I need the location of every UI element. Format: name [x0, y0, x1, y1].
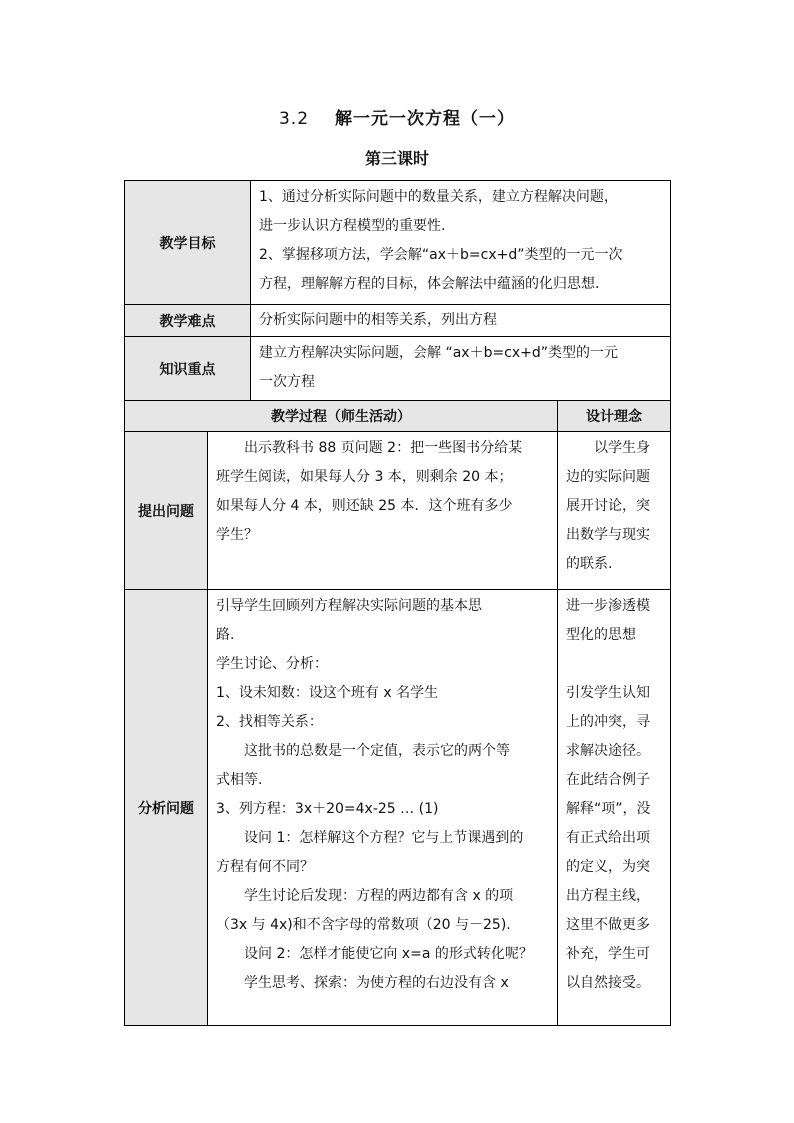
analyze-line: 学生讨论、分析：	[216, 656, 328, 672]
design-line: 在此结合例子	[566, 772, 650, 788]
raise-problem-line: 如果每人分 4 本，则还缺 25 本．这个班有多少	[216, 498, 513, 514]
design-line: 出方程主线，	[566, 888, 650, 904]
key-points-text	[250, 336, 671, 401]
objectives-line: 方程，理解解方程的目标，体会解法中蕴涵的化归思想.	[259, 276, 600, 292]
key-points-label: 知识重点	[124, 336, 251, 401]
process-header: 教学过程（师生活动）	[124, 400, 558, 432]
raise-problem-line: 班学生阅读，如果每人分 3 本，则剩余 20 本；	[216, 469, 513, 485]
objectives-text	[250, 180, 671, 305]
analyze-line: 方程有何不同？	[216, 859, 314, 875]
lesson-plan-table	[124, 180, 671, 1026]
raise-problem-design	[557, 431, 671, 590]
analyze-line: 设问 2：怎样才能使它向 x=a 的形式转化呢？	[244, 946, 533, 962]
section-number: 3.2	[278, 109, 310, 129]
analyze-line: 3、列方程：3x＋20=4x-25 … (1)	[216, 801, 439, 817]
analyze-problem-label: 分析问题	[124, 589, 208, 1026]
analyze-line: 学生讨论后发现：方程的两边都有含 x 的项	[244, 888, 514, 904]
design-header: 设计理念	[557, 400, 671, 432]
lesson-period: 第三课时	[364, 149, 429, 168]
design-line: 这里不做更多	[566, 917, 650, 933]
analyze-line: 设问 1：怎样解这个方程？它与上节课遇到的	[244, 830, 524, 846]
analyze-problem-text	[207, 589, 558, 1026]
design-line: 以学生身	[594, 440, 650, 456]
difficulty-label: 教学难点	[124, 304, 251, 337]
raise-problem-line: 学生？	[216, 527, 258, 543]
objectives-line: 进一步认识方程模型的重要性.	[259, 218, 446, 234]
key-points-line: 一次方程	[259, 374, 315, 390]
raise-problem-line: 出示教科书 88 页问题 2：把一些图书分给某	[244, 440, 523, 456]
analyze-line: 引导学生回顾列方程解决实际问题的基本思	[216, 598, 482, 614]
design-line: 的联系.	[566, 556, 613, 572]
design-line: 引发学生认知	[566, 685, 650, 701]
key-points-line: 建立方程解决实际问题，会解 “ax＋b=cx+d”类型的一元	[259, 345, 619, 361]
design-spacer	[566, 650, 666, 679]
analyze-line: 学生思考、探索：为使方程的右边没有含 x	[244, 975, 509, 991]
design-line: 型化的思想	[566, 627, 636, 643]
analyze-problem-design	[557, 589, 671, 1026]
page-title	[0, 104, 794, 129]
analyze-line: （3x 与 4x)和不含字母的常数项（20 与－25).	[216, 917, 511, 933]
design-line: 有正式给出项	[566, 830, 650, 846]
analyze-line: 式相等.	[216, 772, 263, 788]
design-line: 求解决途径。	[566, 743, 650, 759]
analyze-line: 2、找相等关系：	[216, 714, 323, 730]
raise-problem-label: 提出问题	[124, 431, 208, 590]
design-line: 解释“项”，没	[566, 801, 651, 817]
design-line: 边的实际问题	[566, 469, 650, 485]
analyze-line: 路.	[216, 627, 235, 643]
analyze-line: 这批书的总数是一个定值，表示它的两个等	[244, 743, 510, 759]
design-line: 进一步渗透模	[566, 598, 650, 614]
difficulty-text: 分析实际问题中的相等关系，列出方程	[250, 304, 671, 337]
design-line: 出数学与现实	[566, 527, 650, 543]
objectives-label: 教学目标	[124, 180, 251, 305]
design-line: 的定义，为突	[566, 859, 650, 875]
design-line: 补充，学生可	[566, 946, 650, 962]
design-line: 上的冲突，寻	[566, 714, 650, 730]
objectives-line: 2、掌握移项方法，学会解“ax＋b=cx+d”类型的一元一次	[259, 247, 623, 263]
design-line: 以自然接受。	[566, 975, 650, 991]
section-title: 解一元一次方程（一）	[335, 109, 516, 129]
raise-problem-text	[207, 431, 558, 590]
analyze-line: 1、设未知数：设这个班有 x 名学生	[216, 685, 439, 701]
design-line: 展开讨论，突	[566, 498, 650, 514]
objectives-line: 1、通过分析实际问题中的数量关系，建立方程解决问题，	[259, 189, 618, 205]
